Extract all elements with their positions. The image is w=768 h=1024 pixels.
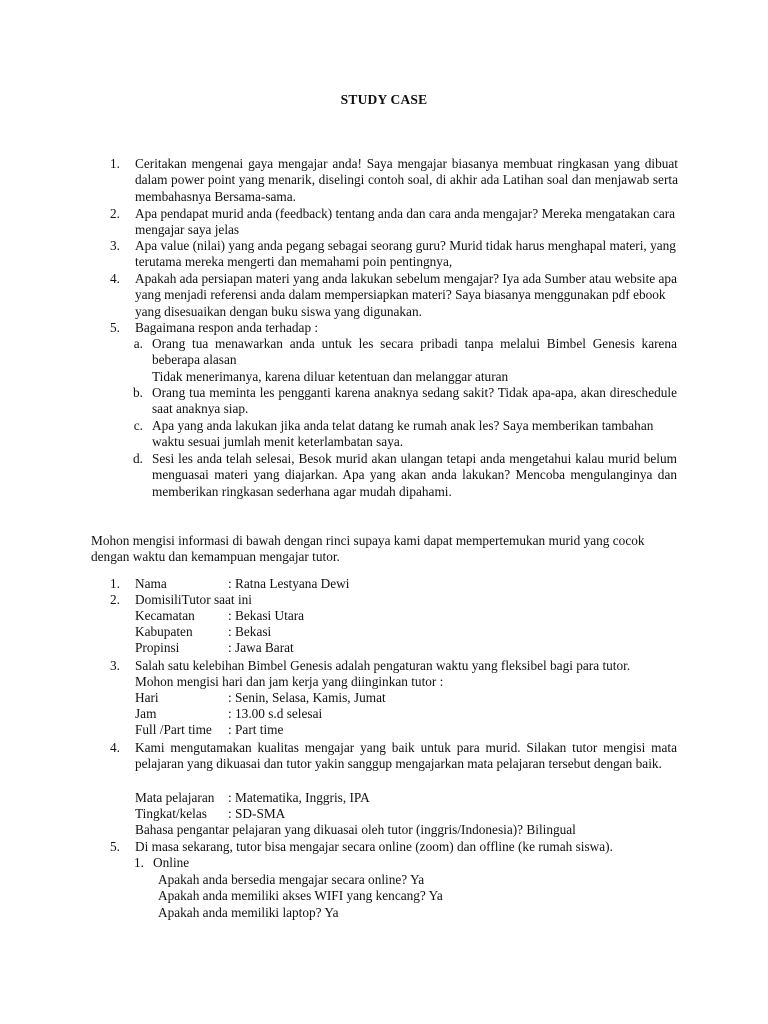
subquestion-c: Apa yang anda lakukan jika anda telat datang ke rumah anak les? Saya memberikan tambahan waktu sesuai jumlah menit keterlambatan saya.: [152, 418, 654, 450]
field-kecamatan: [135, 608, 304, 624]
field-kabupaten: [135, 624, 271, 640]
document-title: STUDY CASE: [340, 92, 428, 107]
field-value: : Jawa Barat: [228, 640, 294, 655]
subquestion-a: Orang tua menawarkan anda untuk les secara pribadi tanpa melalui Bimbel Genesis karena beberapa alasan: [152, 336, 677, 368]
subitem-letter: c.: [133, 418, 143, 433]
item-5-text: Di masa sekarang, tutor bisa mengajar secara online (zoom) dan offline (ke rumah siswa).: [135, 839, 613, 854]
item-number: 5.: [110, 320, 120, 335]
question-2: Apa pendapat murid anda (feedback) tentang anda dan cara anda mengajar? Mereka mengatakan cara mengajar saya jelas: [135, 206, 676, 238]
bahasa-pengantar: Bahasa pengantar pelajaran yang dikuasai oleh tutor (inggris/Indonesia)? Bilingual: [135, 822, 576, 837]
subquestion-a-answer: Tidak menerimanya, karena diluar ketentuan dan melanggar aturan: [152, 369, 509, 384]
field-value: : Senin, Selasa, Kamis, Jumat: [228, 690, 386, 705]
field-nama: [135, 576, 349, 592]
item-number: 1.: [110, 156, 120, 171]
field-value: : 13.00 s.d selesai: [228, 706, 323, 721]
item-number: 4.: [110, 271, 120, 286]
item-number: 3.: [110, 658, 120, 673]
question-3: Apa value (nilai) yang anda pegang sebagai seorang guru? Murid tidak harus menghapal materi, yang terutama mereka mengerti dan memahami poin pentingnya,: [135, 238, 676, 270]
item-4-text: Kami mengutamakan kualitas mengajar yang baik untuk para murid. Silakan tutor mengisi mata pelajaran yang dikuasai dan tutor yakin sanggup mengajarkan mata pelajaran tersebut dengan baik.: [135, 740, 677, 772]
field-label: Mata pelajaran: [135, 790, 215, 805]
field-label: Nama: [135, 576, 167, 591]
field-label: Full /Part time: [135, 722, 212, 737]
field-label: Kabupaten: [135, 624, 193, 639]
domisili-heading: DomisiliTutor saat ini: [135, 592, 252, 607]
field-value: : Part time: [228, 722, 284, 737]
field-label: Tingkat/kelas: [135, 806, 207, 821]
item-number: 1.: [110, 576, 120, 591]
field-value: : Matematika, Inggris, IPA: [228, 790, 370, 805]
subitem-letter: a.: [133, 336, 143, 351]
online-heading: Online: [153, 855, 190, 870]
subitem-letter: b.: [133, 385, 143, 400]
field-label: Hari: [135, 690, 159, 705]
field-label: Kecamatan: [135, 608, 195, 623]
field-full-part-time: [135, 722, 283, 738]
field-label: Jam: [135, 706, 157, 721]
subquestion-b: Orang tua meminta les pengganti karena anaknya sedang sakit? Tidak apa-apa, akan direschedule saat anaknya siap.: [152, 385, 677, 417]
question-4: Apakah ada persiapan materi yang anda lakukan sebelum mengajar? Iya ada Sumber atau website apa yang menjadi referensi anda dalam mempersiapkan materi? Saya biasanya menggunakan pdf ebook yang disesuaikan dengan buku siswa yang digunakan.: [135, 271, 677, 319]
item-number: 2.: [110, 206, 120, 221]
field-value: : Bekasi: [228, 624, 272, 639]
online-question-2: Apakah anda memiliki akses WIFI yang kencang? Ya: [158, 888, 443, 903]
item-3-instruction: Mohon mengisi hari dan jam kerja yang diinginkan tutor :: [135, 674, 444, 689]
subitem-letter: d.: [133, 451, 143, 466]
field-jam: [135, 706, 322, 722]
field-value: : Ratna Lestyana Dewi: [228, 576, 350, 591]
field-value: : SD-SMA: [228, 806, 286, 821]
field-mata-pelajaran: [135, 790, 370, 806]
field-label: Propinsi: [135, 640, 180, 655]
question-5: Bagaimana respon anda terhadap :: [135, 320, 319, 335]
intro-paragraph: Mohon mengisi informasi di bawah dengan rinci supaya kami dapat mempertemukan murid yang cocok dengan waktu dan kemampuan mengajar tutor.: [91, 533, 645, 565]
item-number: 5.: [110, 839, 120, 854]
online-question-1: Apakah anda bersedia mengajar secara online? Ya: [158, 872, 425, 887]
field-propinsi: [135, 640, 294, 656]
subquestion-d: Sesi les anda telah selesai, Besok murid akan ulangan tetapi anda mengetahui kalau murid belum menguasai materi yang diajarkan. Apa yang akan anda lakukan? Mencoba mengulanginya dan memberikan ringkasan sederhana agar mudah dipahami.: [152, 451, 677, 499]
field-tingkat-kelas: [135, 806, 285, 822]
item-number: 4.: [110, 740, 120, 755]
question-1: Ceritakan mengenai gaya mengajar anda! Saya mengajar biasanya membuat ringkasan yang dibuat dalam power point yang menarik, diselingi contoh soal, di akhir ada Latihan soal dan menjawab serta membahasnya Bersama-sama.: [135, 156, 678, 204]
field-hari: [135, 690, 386, 706]
item-number: 2.: [110, 592, 120, 607]
item-3-text: Salah satu kelebihan Bimbel Genesis adalah pengaturan waktu yang fleksibel bagi para tutor.: [135, 658, 631, 673]
field-value: : Bekasi Utara: [228, 608, 305, 623]
item-number: 3.: [110, 238, 120, 253]
online-question-3: Apakah anda memiliki laptop? Ya: [158, 905, 339, 920]
item-number: 1.: [134, 855, 144, 870]
